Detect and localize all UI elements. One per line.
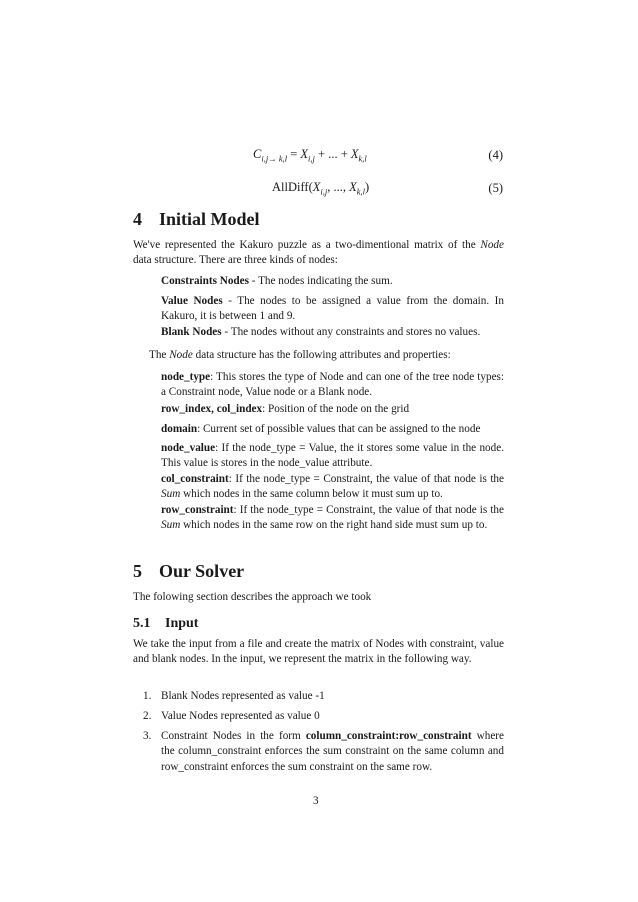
attribute-item: node_value: If the node_type = Value, the it stores some value in the node. This value is stores in the node_value attribute. [161,442,504,470]
section-title: Our Solver [159,561,245,581]
attribute-item: row_index, col_index: Position of the node on the grid [161,403,410,415]
input-paragraph: We take the input from a file and create the matrix of Nodes with constraint, value and blank nodes. In the input, we represent the matrix in the following way. [133,638,504,666]
attributes-intro: The Node data structure has the following attributes and properties: [149,349,451,361]
attribute-item: node_type: This stores the type of Node and can one of the tree node types: a Constraint node, Value node or a Blank node. [161,371,504,399]
equation-5-number: (5) [488,181,503,195]
list-item: Value Nodes represented as value 0 [161,710,320,722]
list-number: 1. [143,690,152,702]
section-4-intro: We've represented the Kakuro puzzle as a two-dimentional matrix of the Node data structure. There are three kinds of nodes: [133,239,504,267]
attribute-item: col_constraint: If the node_type = Constraint, the value of that node is the Sum which nodes in the same column below it must sum up to. [161,473,504,501]
page-number: 3 [313,795,319,807]
list-number: 3. [143,730,152,742]
list-item: Blank Nodes represented as value -1 [161,690,325,702]
attribute-item: row_constraint: If the node_type = Constraint, the value of that node is the Sum which nodes in the same row on the right hand side must sum up to. [161,504,504,532]
list-number: 2. [143,710,152,722]
section-title: Initial Model [159,209,260,229]
equation-4: $C_{i,j\to k,l} = X_{i,j}$ + ... + $X_{k,l}$ [253,147,367,164]
attribute-item: domain: Current set of possible values that can be assigned to the node [161,423,481,435]
subsection-title: Input [165,616,199,631]
section-number: 5 [133,561,142,581]
subsection-5-1-heading [133,616,198,632]
node-kind-item: Blank Nodes - The nodes without any constraints and stores no values. [161,326,481,338]
list-item: Constraint Nodes in the form column_constraint:row_constraint where the column_constraint enforces the sum constraint on the same column and row_constraint enforces the sum constraint on the same row. [161,730,504,773]
section-5-intro: The folowing section describes the approach we took [133,591,372,603]
equation-4-number: (4) [488,148,503,162]
section-5-heading [133,561,244,582]
node-kind-item: Constraints Nodes - The nodes indicating the sum. [161,275,393,287]
section-4-heading [133,209,260,230]
node-kind-item: Value Nodes - The nodes to be assigned a value from the domain. In Kakuro, it is between 1 and 9. [161,295,505,323]
subsection-number: 5.1 [133,616,151,631]
equation-5: $AllDiff(X_{i,j}$, ..., $X_{k,l}$) [272,180,370,197]
section-number: 4 [133,209,142,229]
